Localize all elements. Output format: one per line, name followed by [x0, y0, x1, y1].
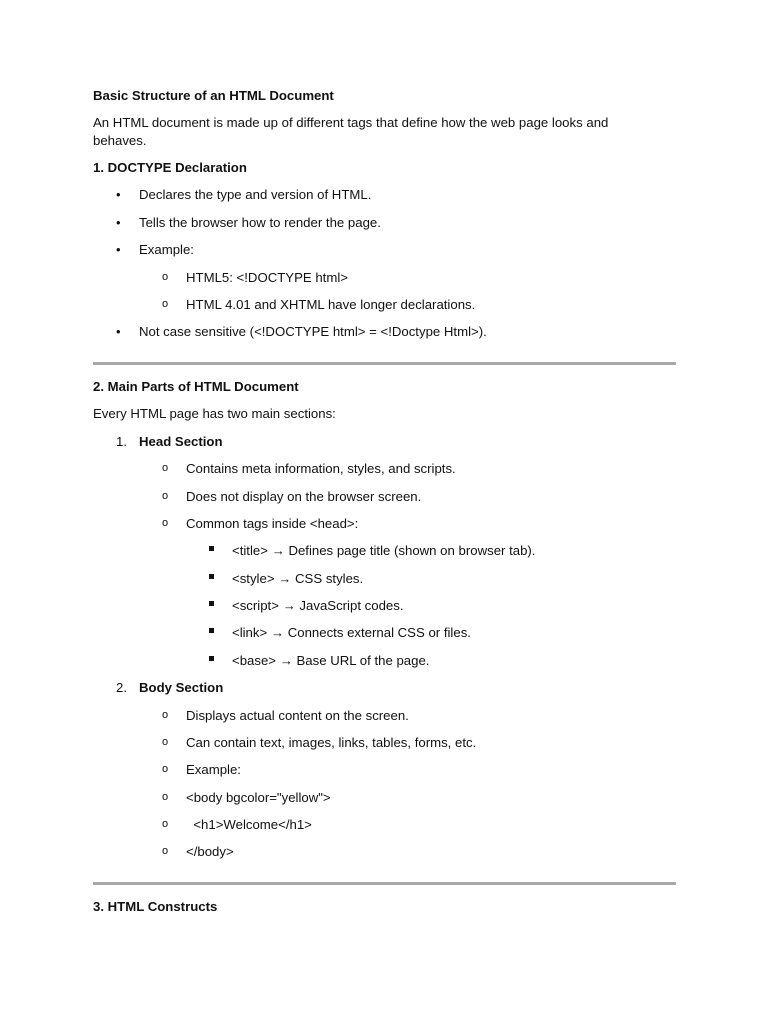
sub-list-item: Does not display on the browser screen.	[186, 489, 422, 504]
bullet-marker: •	[116, 187, 121, 202]
sub-list-item: Can contain text, images, links, tables, forms, etc.	[186, 735, 477, 750]
intro-line-2: behaves.	[93, 133, 147, 148]
tag-list-item: <base> → Base URL of the page.	[232, 653, 430, 668]
code-line: </body>	[186, 844, 234, 859]
code-line: <body bgcolor="yellow">	[186, 790, 331, 805]
circle-bullet-marker: o	[162, 845, 169, 857]
square-bullet-marker	[209, 597, 214, 606]
intro-line-1: An HTML document is made up of different tags that define how the web page looks and	[93, 115, 609, 130]
section-3-heading: 3. HTML Constructs	[93, 899, 218, 914]
sub-list-item: HTML5: <!DOCTYPE html>	[186, 270, 348, 285]
bullet-marker: •	[116, 324, 121, 339]
sub-list-item: Common tags inside <head>:	[186, 516, 359, 531]
square-bullet-marker	[209, 652, 214, 661]
head-section-label: Head Section	[139, 434, 223, 449]
circle-bullet-marker: o	[162, 271, 169, 283]
numbered-marker: 2.	[116, 680, 127, 695]
sub-list-item: Example:	[186, 762, 241, 777]
sub-list-item: Displays actual content on the screen.	[186, 708, 409, 723]
bullet-marker: •	[116, 242, 121, 257]
section-2-intro: Every HTML page has two main sections:	[93, 406, 336, 421]
sub-list-item: Contains meta information, styles, and scripts.	[186, 461, 456, 476]
circle-bullet-marker: o	[162, 709, 169, 721]
circle-bullet-marker: o	[162, 462, 169, 474]
tag-list-item: <title> → Defines page title (shown on browser tab).	[232, 543, 536, 558]
document-title: Basic Structure of an HTML Document	[93, 88, 334, 103]
bullet-marker: •	[116, 215, 121, 230]
circle-bullet-marker: o	[162, 791, 169, 803]
sub-list-item: HTML 4.01 and XHTML have longer declarations.	[186, 297, 476, 312]
tag-list-item: <style> → CSS styles.	[232, 571, 364, 586]
list-item: Tells the browser how to render the page.	[139, 215, 381, 230]
list-item: Example:	[139, 242, 194, 257]
square-bullet-marker	[209, 570, 214, 579]
circle-bullet-marker: o	[162, 818, 169, 830]
list-item: Declares the type and version of HTML.	[139, 187, 372, 202]
circle-bullet-marker: o	[162, 763, 169, 775]
circle-bullet-marker: o	[162, 736, 169, 748]
code-line: <h1>Welcome</h1>	[186, 817, 312, 832]
circle-bullet-marker: o	[162, 298, 169, 310]
square-bullet-marker	[209, 542, 214, 551]
section-divider	[93, 362, 676, 365]
circle-bullet-marker: o	[162, 490, 169, 502]
circle-bullet-marker: o	[162, 517, 169, 529]
square-bullet-marker	[209, 624, 214, 633]
section-1-heading: 1. DOCTYPE Declaration	[93, 160, 247, 175]
numbered-marker: 1.	[116, 434, 127, 449]
list-item: Not case sensitive (<!DOCTYPE html> = <!Doctype Html>).	[139, 324, 487, 339]
tag-list-item: <link> → Connects external CSS or files.	[232, 625, 471, 640]
tag-list-item: <script> → JavaScript codes.	[232, 598, 404, 613]
section-divider	[93, 882, 676, 885]
section-2-heading: 2. Main Parts of HTML Document	[93, 379, 299, 394]
body-section-label: Body Section	[139, 680, 224, 695]
